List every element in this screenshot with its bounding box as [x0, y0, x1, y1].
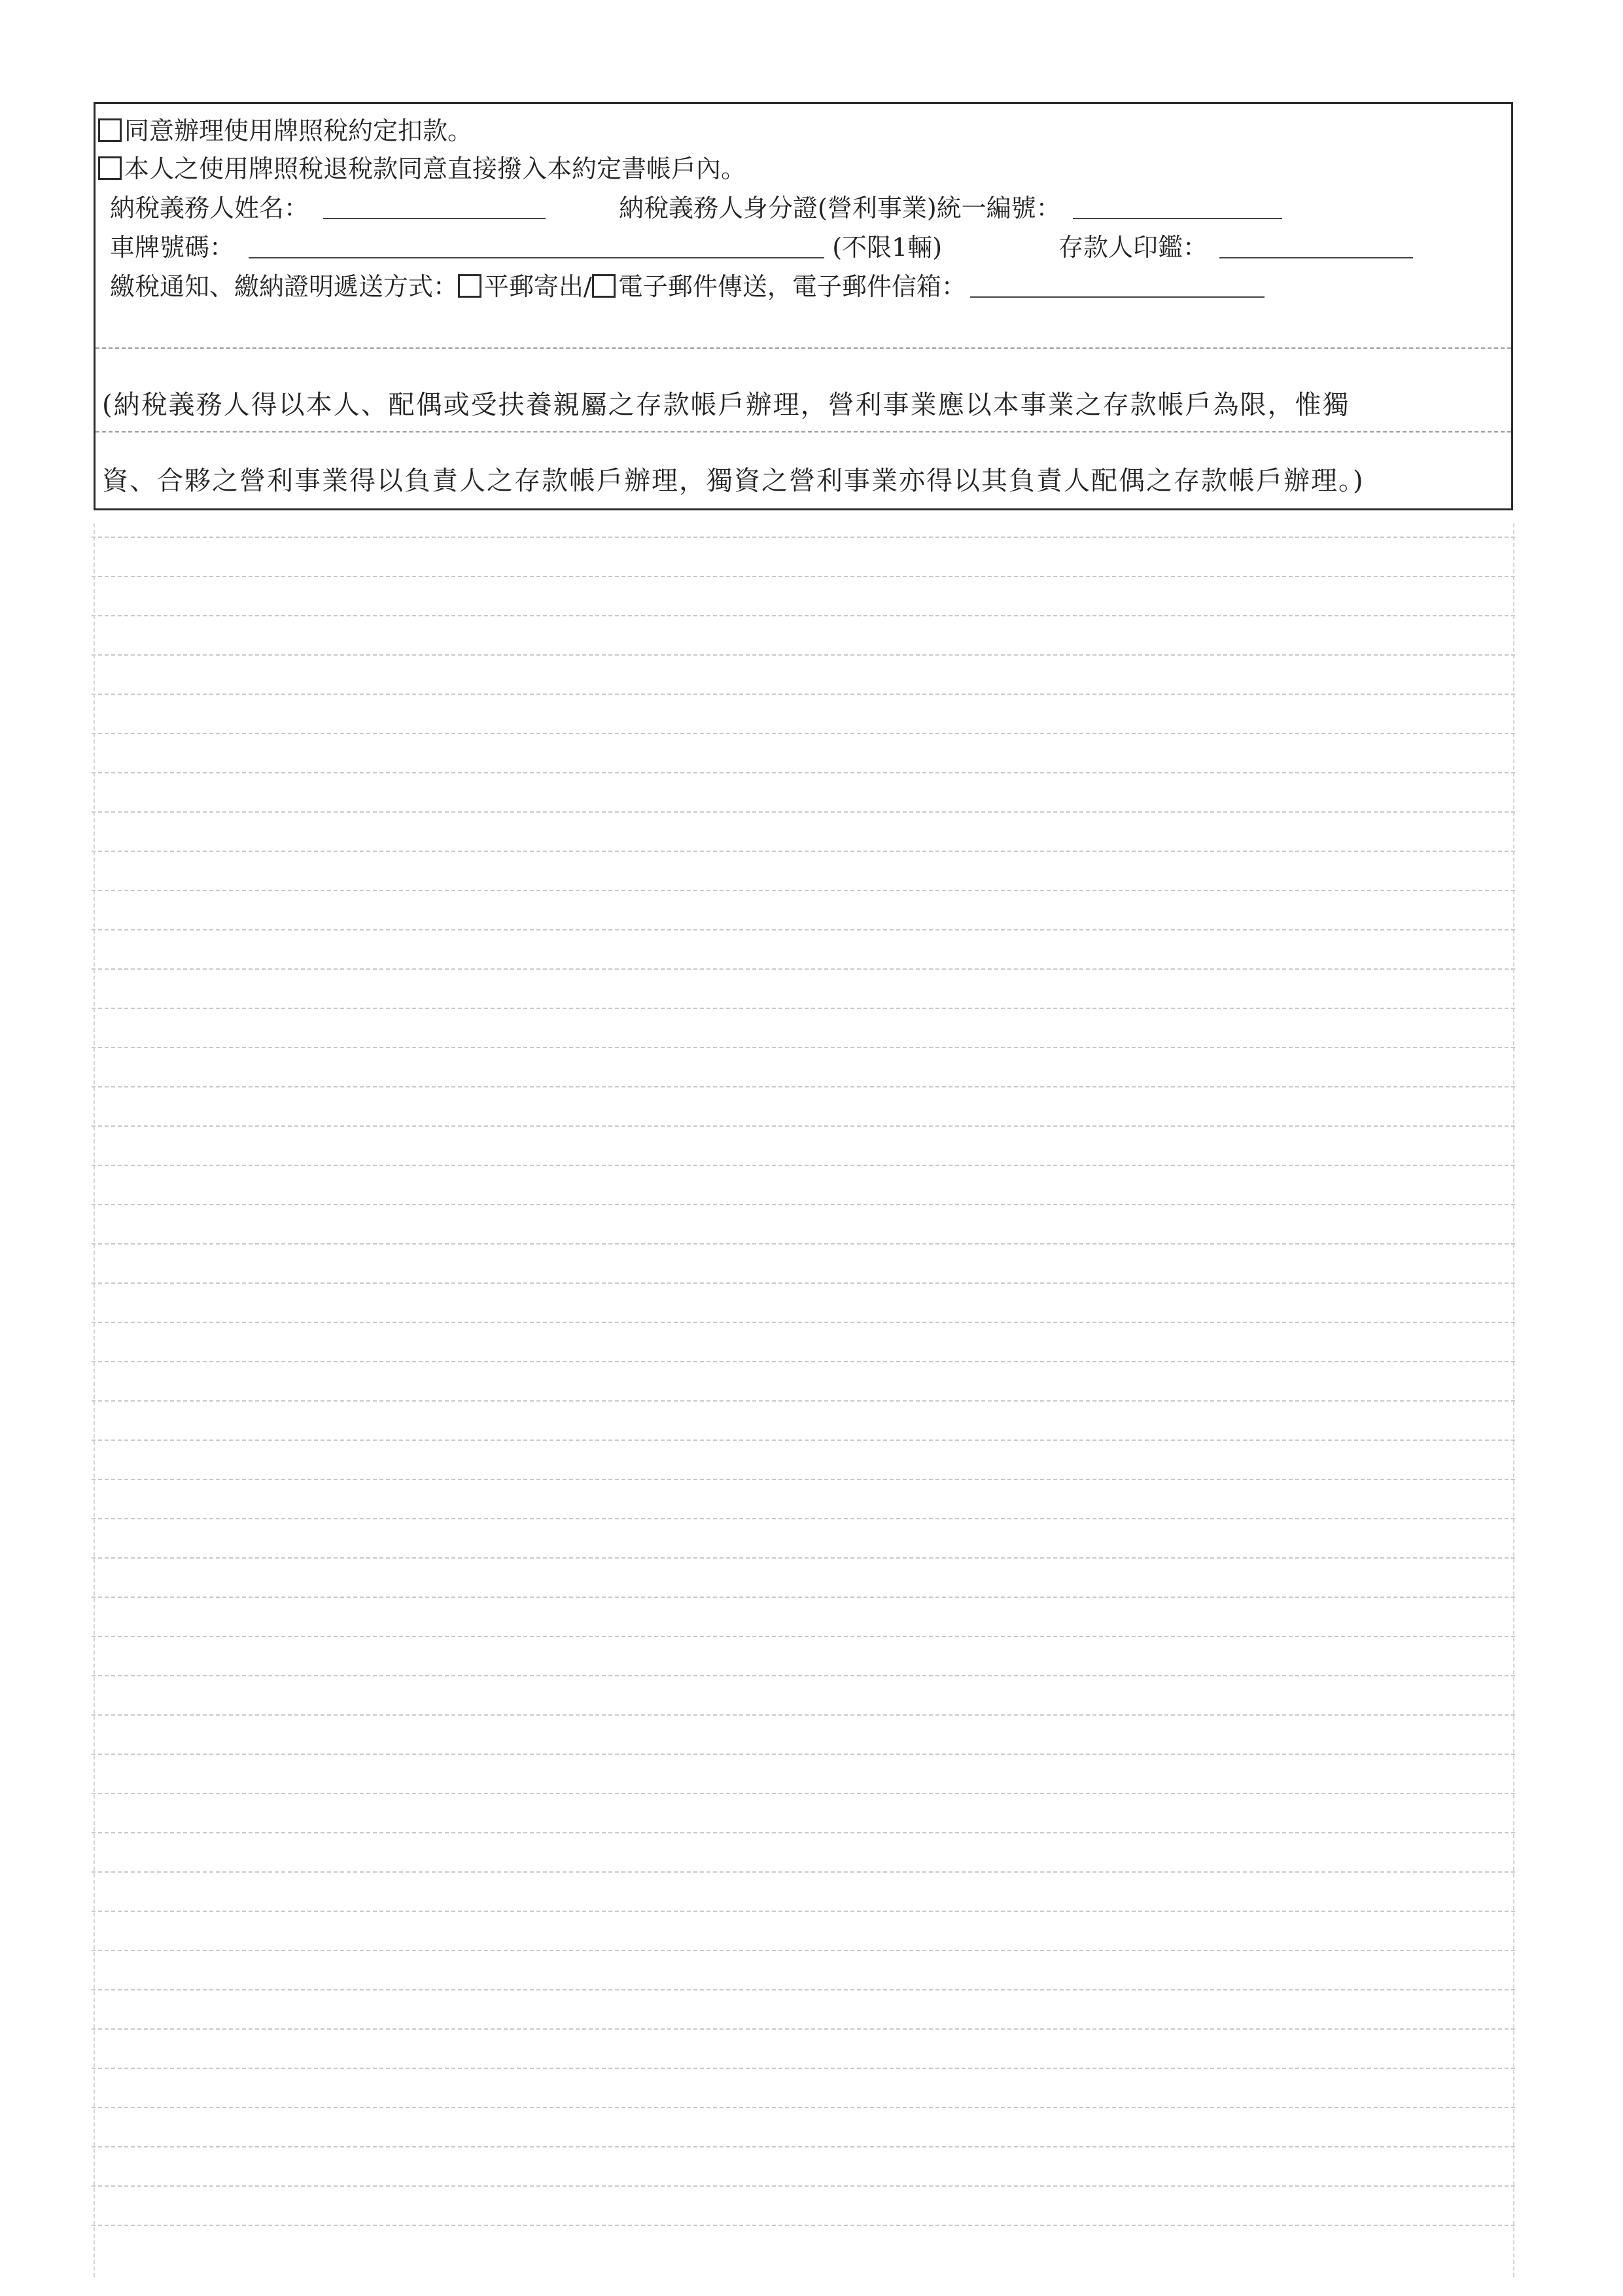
plate-number-field[interactable]: [249, 238, 824, 258]
ruled-line: [92, 2068, 1515, 2069]
ruled-line: [92, 1361, 1515, 1362]
ruled-line: [92, 1793, 1515, 1794]
ruled-line: [92, 733, 1515, 734]
ruled-line: [92, 1322, 1515, 1323]
seal-row: [1058, 235, 1413, 260]
ruled-line: [92, 1479, 1515, 1480]
plate-limit-note: (不限1輛): [832, 233, 943, 262]
taxpayer-name-row: [110, 196, 546, 221]
left-margin-line: [94, 523, 95, 2277]
checkbox-consent-deduction[interactable]: [98, 118, 122, 142]
ruled-line: [92, 576, 1515, 577]
ruled-line: [92, 2225, 1515, 2226]
plate-label: 車牌號碼：: [110, 233, 235, 262]
ruled-line: [92, 1086, 1515, 1087]
ruled-line: [92, 1950, 1515, 1951]
ruled-line: [92, 1008, 1515, 1009]
ruled-line: [92, 1243, 1515, 1245]
ruled-line: [92, 1754, 1515, 1755]
separator-line: [96, 347, 1511, 349]
checkbox-delivery-mail[interactable]: [458, 274, 481, 298]
taxpayer-id-field[interactable]: [1073, 198, 1282, 219]
separator-line: [96, 431, 1511, 433]
ruled-line: [92, 694, 1515, 695]
seal-label: 存款人印鑑：: [1058, 233, 1208, 262]
ruled-line: [92, 929, 1515, 930]
plate-row: [110, 235, 942, 260]
ruled-line: [92, 968, 1515, 970]
note-line-2: 資、合夥之營利事業得以負責人之存款帳戶辦理，獨資之營利事業亦得以其負責人配偶之存款帳戶辦理。): [102, 466, 1365, 496]
ruled-line: [92, 1204, 1515, 1205]
email-address-field[interactable]: [970, 277, 1265, 298]
ruled-line: [92, 1047, 1515, 1048]
ruled-line: [92, 1597, 1515, 1598]
consent-form-box: [94, 102, 1513, 510]
taxpayer-name-label: 納稅義務人姓名：: [110, 194, 309, 222]
ruled-line: [92, 1871, 1515, 1873]
ruled-line: [92, 1165, 1515, 1166]
ruled-line: [92, 2146, 1515, 2147]
ruled-line: [92, 1832, 1515, 1833]
ruled-line: [92, 1400, 1515, 1402]
ruled-line: [92, 537, 1515, 538]
ruled-line: [92, 811, 1515, 813]
ruled-line: [92, 1518, 1515, 1519]
checkbox-delivery-email[interactable]: [592, 274, 616, 298]
delivery-row: [110, 274, 1265, 299]
checkbox-refund-deposit[interactable]: [98, 156, 122, 180]
delivery-email-label: 電子郵件傳送，電子郵件信箱：: [618, 272, 966, 301]
option-refund-deposit-label: 本人之使用牌照稅退稅款同意直接撥入本約定書帳戶內。: [124, 154, 746, 183]
ruled-line: [92, 2028, 1515, 2030]
ruled-line: [92, 2185, 1515, 2187]
ruled-line: [92, 1989, 1515, 1990]
option-consent-deduction-label: 同意辦理使用牌照稅約定扣款。: [124, 116, 473, 145]
ruled-line: [92, 1636, 1515, 1637]
ruled-line: [92, 615, 1515, 616]
option-refund-deposit[interactable]: [98, 156, 746, 181]
ruled-line: [92, 1675, 1515, 1676]
taxpayer-id-row: [619, 196, 1282, 221]
ruled-line: [92, 2107, 1515, 2108]
option-consent-deduction[interactable]: [98, 118, 472, 143]
ruled-line: [92, 890, 1515, 891]
delivery-mail-label: 平郵寄出/: [484, 272, 592, 301]
note-line-1: (納稅義務人得以本人、配偶或受扶養親屬之存款帳戶辦理，營利事業應以本事業之存款帳戶為限，惟獨: [102, 390, 1350, 420]
ruled-line: [92, 1125, 1515, 1127]
ruled-line: [92, 1557, 1515, 1559]
ruled-line: [92, 1439, 1515, 1441]
seal-field[interactable]: [1219, 238, 1413, 258]
ruled-line: [92, 1714, 1515, 1716]
taxpayer-id-label: 納稅義務人身分證(營利事業)統一編號：: [619, 194, 1061, 222]
taxpayer-name-field[interactable]: [323, 198, 546, 219]
ruled-line: [92, 772, 1515, 773]
ruled-line: [92, 654, 1515, 656]
right-margin-line: [1513, 523, 1514, 2277]
delivery-label: 繳稅通知、繳納證明遞送方式：: [110, 272, 459, 301]
ruled-line: [92, 1911, 1515, 1912]
ruled-line: [92, 851, 1515, 852]
ruled-line: [92, 1282, 1515, 1284]
